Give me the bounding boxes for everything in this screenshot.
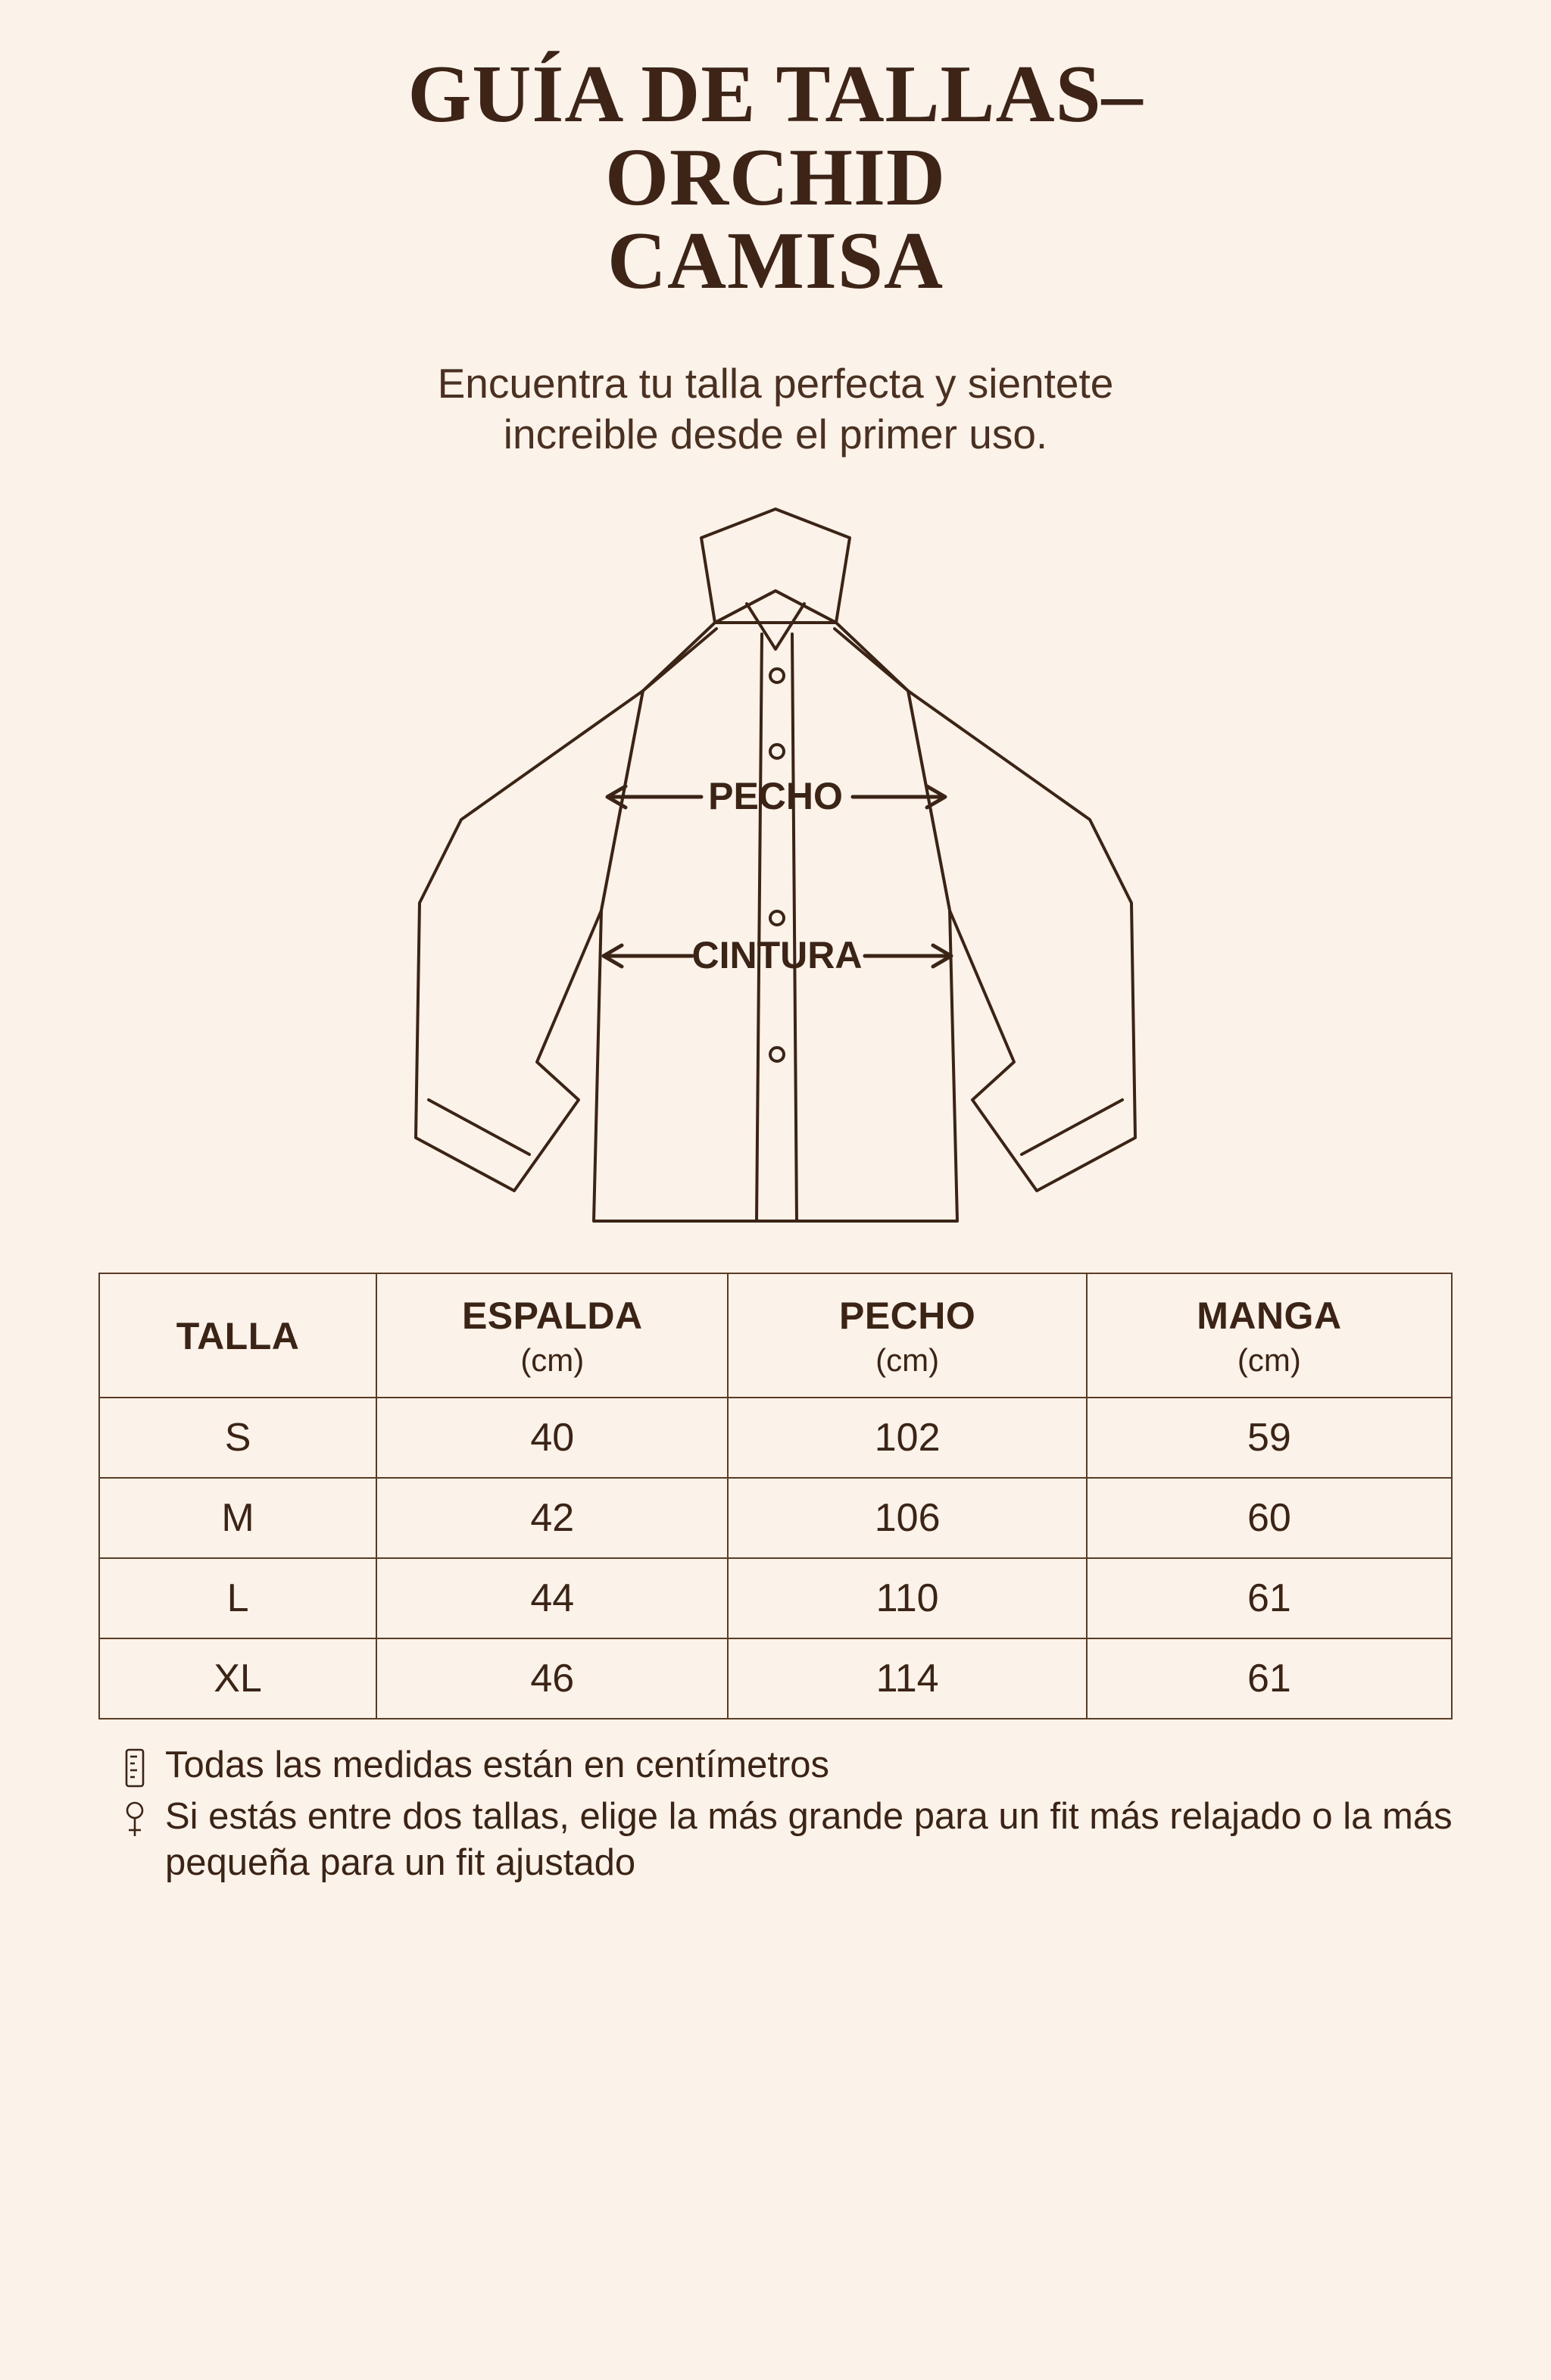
size-guide-page <box>0 49 1551 2380</box>
cell-size: XL <box>99 1638 376 1719</box>
header-espalda <box>376 1273 728 1398</box>
note-item <box>112 1794 1453 1887</box>
waist-label: CINTURA <box>691 934 863 977</box>
header-manga-label: MANGA <box>1197 1295 1342 1338</box>
cell-manga: 61 <box>1087 1638 1452 1719</box>
cell-manga: 59 <box>1087 1398 1452 1478</box>
size-table <box>98 1273 1453 1719</box>
cell-pecho: 106 <box>728 1478 1086 1558</box>
page-title-line-2: ORCHID <box>604 133 947 223</box>
table-header-row <box>99 1273 1452 1398</box>
shirt-body-path <box>594 623 957 1221</box>
page-subtitle <box>98 358 1453 460</box>
cell-espalda: 44 <box>376 1558 728 1638</box>
header-espalda-unit: (cm) <box>520 1342 585 1379</box>
header-espalda-label: ESPALDA <box>461 1295 643 1338</box>
size-table-wrapper <box>98 1273 1453 1719</box>
page-title-line-1: GUÍA DE TALLAS– <box>407 49 1144 139</box>
page-title <box>98 49 1453 307</box>
cell-espalda: 42 <box>376 1478 728 1558</box>
table-row <box>99 1478 1452 1558</box>
header-manga-unit: (cm) <box>1237 1342 1301 1379</box>
header-talla-label: TALLA <box>176 1315 300 1358</box>
size-table-head <box>99 1273 1452 1398</box>
shirt-illustration-svg <box>374 501 1177 1259</box>
notes-list <box>98 1742 1453 1887</box>
cell-espalda: 40 <box>376 1398 728 1478</box>
cell-pecho: 114 <box>728 1638 1086 1719</box>
ruler-icon <box>112 1742 158 1788</box>
cell-size: L <box>99 1558 376 1638</box>
page-subtitle-line-2: increible desde el primer uso. <box>503 410 1048 458</box>
collar-path <box>701 509 850 623</box>
shirt-diagram <box>98 501 1453 1259</box>
table-row <box>99 1398 1452 1478</box>
header-talla <box>99 1273 376 1398</box>
chest-label: PECHO <box>708 775 843 818</box>
cell-manga: 60 <box>1087 1478 1452 1558</box>
table-row <box>99 1638 1452 1719</box>
note-text: Si estás entre dos tallas, elige la más grande para un fit más relajado o la más pequeña para un fit ajustado <box>165 1795 1453 1884</box>
cell-pecho: 102 <box>728 1398 1086 1478</box>
table-row <box>99 1558 1452 1638</box>
header-pecho-label: PECHO <box>838 1295 976 1338</box>
note-item <box>112 1742 1453 1789</box>
cell-size: M <box>99 1478 376 1558</box>
header-pecho <box>728 1273 1086 1398</box>
cell-manga: 61 <box>1087 1558 1452 1638</box>
size-table-body <box>99 1398 1452 1719</box>
note-text: Todas las medidas están en centímetros <box>165 1744 830 1786</box>
header-pecho-unit: (cm) <box>875 1342 940 1379</box>
header-manga <box>1087 1273 1452 1398</box>
cell-pecho: 110 <box>728 1558 1086 1638</box>
cell-size: S <box>99 1398 376 1478</box>
cell-espalda: 46 <box>376 1638 728 1719</box>
pin-icon <box>112 1794 158 1839</box>
page-title-line-3: CAMISA <box>607 216 944 307</box>
page-subtitle-line-1: Encuentra tu talla perfecta y sientete <box>437 359 1114 407</box>
